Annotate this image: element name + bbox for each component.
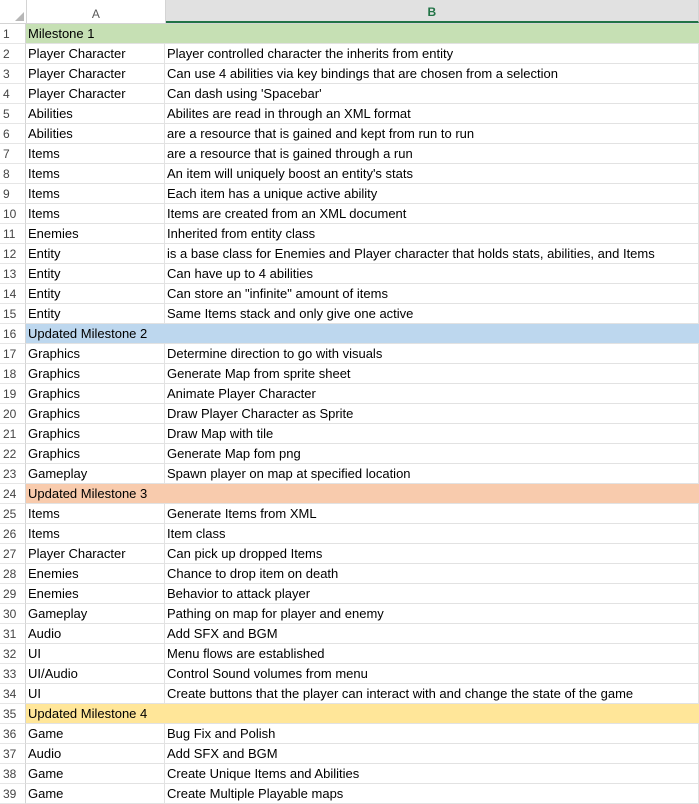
table-row: [0, 464, 699, 484]
cell-b[interactable]: Player controlled character the inherits from entity: [165, 44, 699, 64]
row-number[interactable]: 16: [0, 324, 26, 344]
cell-b[interactable]: Draw Player Character as Sprite: [165, 404, 699, 424]
table-row: [0, 84, 699, 104]
table-row: [0, 44, 699, 64]
cell-a[interactable]: Items: [26, 184, 165, 204]
table-row: [0, 124, 699, 144]
table-row: [0, 364, 699, 384]
cell-b[interactable]: Can use 4 abilities via key bindings that are chosen from a selection: [165, 64, 699, 84]
cell-b[interactable]: Generate Items from XML: [165, 504, 699, 524]
cell-b[interactable]: is a base class for Enemies and Player character that holds stats, abilities, and Items: [165, 244, 699, 264]
column-header-b[interactable]: B: [166, 0, 699, 23]
row-number[interactable]: 14: [0, 284, 26, 304]
cell-b[interactable]: Generate Map fom png: [165, 444, 699, 464]
cell-a[interactable]: UI: [26, 684, 165, 704]
row-number[interactable]: 39: [0, 784, 26, 804]
table-row: [0, 504, 699, 524]
cell-b[interactable]: Create buttons that the player can interact with and change the state of the game: [165, 684, 699, 704]
cell-a[interactable]: Graphics: [26, 404, 165, 424]
cell-b[interactable]: Draw Map with tile: [165, 424, 699, 444]
row-list: [0, 24, 699, 804]
milestone-row: [0, 324, 699, 344]
table-row: [0, 264, 699, 284]
cell-b[interactable]: Control Sound volumes from menu: [165, 664, 699, 684]
row-number[interactable]: 29: [0, 584, 26, 604]
row-number[interactable]: 36: [0, 724, 26, 744]
cell-b[interactable]: Pathing on map for player and enemy: [165, 604, 699, 624]
table-row: [0, 304, 699, 324]
cell-b[interactable]: Determine direction to go with visuals: [165, 344, 699, 364]
cell-b[interactable]: Abilites are read in through an XML format: [165, 104, 699, 124]
cell-a[interactable]: Entity: [26, 244, 165, 264]
row-number[interactable]: 10: [0, 204, 26, 224]
table-row: [0, 424, 699, 444]
table-row: [0, 784, 699, 804]
row-number[interactable]: 6: [0, 124, 26, 144]
row-number[interactable]: 9: [0, 184, 26, 204]
cell-a[interactable]: Player Character: [26, 84, 165, 104]
row-number[interactable]: 3: [0, 64, 26, 84]
cell-a[interactable]: Game: [26, 764, 165, 784]
row-number[interactable]: 31: [0, 624, 26, 644]
cell-a[interactable]: Items: [26, 524, 165, 544]
table-row: [0, 724, 699, 744]
table-row: [0, 444, 699, 464]
row-number[interactable]: 22: [0, 444, 26, 464]
cell-b[interactable]: Same Items stack and only give one active: [165, 304, 699, 324]
cell-a[interactable]: UI: [26, 644, 165, 664]
column-header-bar: [0, 0, 699, 24]
cell-b[interactable]: Generate Map from sprite sheet: [165, 364, 699, 384]
row-number[interactable]: 12: [0, 244, 26, 264]
cell-a[interactable]: Enemies: [26, 584, 165, 604]
row-number[interactable]: 37: [0, 744, 26, 764]
row-number[interactable]: 4: [0, 84, 26, 104]
cell-a[interactable]: Entity: [26, 264, 165, 284]
cell-b[interactable]: Create Multiple Playable maps: [165, 784, 699, 804]
table-row: [0, 544, 699, 564]
cell-a[interactable]: Items: [26, 204, 165, 224]
table-row: [0, 404, 699, 424]
column-header-a[interactable]: A: [27, 0, 166, 23]
table-row: [0, 764, 699, 784]
cell-b[interactable]: Behavior to attack player: [165, 584, 699, 604]
cell-a[interactable]: Entity: [26, 284, 165, 304]
table-row: [0, 584, 699, 604]
row-number[interactable]: 13: [0, 264, 26, 284]
table-row: [0, 744, 699, 764]
milestone-cell[interactable]: Updated Milestone 3: [26, 484, 699, 504]
table-row: [0, 644, 699, 664]
milestone-cell[interactable]: Updated Milestone 2: [26, 324, 699, 344]
table-row: [0, 604, 699, 624]
table-row: [0, 164, 699, 184]
cell-b[interactable]: are a resource that is gained and kept from run to run: [165, 124, 699, 144]
cell-a[interactable]: Player Character: [26, 44, 165, 64]
cell-a[interactable]: Graphics: [26, 444, 165, 464]
row-number[interactable]: 24: [0, 484, 26, 504]
table-row: [0, 64, 699, 84]
table-row: [0, 524, 699, 544]
cell-b[interactable]: Bug Fix and Polish: [165, 724, 699, 744]
cell-b[interactable]: Can store an "infinite" amount of items: [165, 284, 699, 304]
cell-a[interactable]: Player Character: [26, 64, 165, 84]
cell-a[interactable]: Abilities: [26, 104, 165, 124]
row-number[interactable]: 2: [0, 44, 26, 64]
milestone-row: [0, 24, 699, 44]
milestone-cell[interactable]: Milestone 1: [26, 24, 699, 44]
table-row: [0, 244, 699, 264]
row-number[interactable]: 17: [0, 344, 26, 364]
row-number[interactable]: 15: [0, 304, 26, 324]
row-number[interactable]: 25: [0, 504, 26, 524]
cell-a[interactable]: Graphics: [26, 344, 165, 364]
table-row: [0, 684, 699, 704]
cell-a[interactable]: Audio: [26, 744, 165, 764]
row-number[interactable]: 8: [0, 164, 26, 184]
row-number[interactable]: 18: [0, 364, 26, 384]
cell-b[interactable]: are a resource that is gained through a run: [165, 144, 699, 164]
milestone-row: [0, 704, 699, 724]
row-number[interactable]: 38: [0, 764, 26, 784]
table-row: [0, 204, 699, 224]
cell-a[interactable]: Items: [26, 144, 165, 164]
table-row: [0, 384, 699, 404]
row-number[interactable]: 21: [0, 424, 26, 444]
cell-b[interactable]: Spawn player on map at specified location: [165, 464, 699, 484]
row-number[interactable]: 28: [0, 564, 26, 584]
row-number[interactable]: 26: [0, 524, 26, 544]
row-number[interactable]: 5: [0, 104, 26, 124]
cell-b[interactable]: An item will uniquely boost an entity's stats: [165, 164, 699, 184]
cell-a[interactable]: Game: [26, 724, 165, 744]
row-number[interactable]: 7: [0, 144, 26, 164]
row-number[interactable]: 11: [0, 224, 26, 244]
cell-a[interactable]: Graphics: [26, 384, 165, 404]
cell-b[interactable]: Menu flows are established: [165, 644, 699, 664]
cell-b[interactable]: Chance to drop item on death: [165, 564, 699, 584]
cell-a[interactable]: UI/Audio: [26, 664, 165, 684]
table-row: [0, 184, 699, 204]
table-row: [0, 284, 699, 304]
cell-b[interactable]: Item class: [165, 524, 699, 544]
cell-b[interactable]: Items are created from an XML document: [165, 204, 699, 224]
cell-b[interactable]: Animate Player Character: [165, 384, 699, 404]
table-row: [0, 564, 699, 584]
cell-b[interactable]: Create Unique Items and Abilities: [165, 764, 699, 784]
cell-b[interactable]: Can have up to 4 abilities: [165, 264, 699, 284]
cell-a[interactable]: Graphics: [26, 424, 165, 444]
cell-a[interactable]: Items: [26, 164, 165, 184]
row-number[interactable]: 20: [0, 404, 26, 424]
select-all-corner[interactable]: [0, 0, 27, 23]
table-row: [0, 224, 699, 244]
row-number[interactable]: 23: [0, 464, 26, 484]
cell-a[interactable]: Enemies: [26, 224, 165, 244]
table-row: [0, 624, 699, 644]
cell-a[interactable]: Graphics: [26, 364, 165, 384]
row-number[interactable]: 19: [0, 384, 26, 404]
row-number[interactable]: 32: [0, 644, 26, 664]
table-row: [0, 144, 699, 164]
cell-a[interactable]: Player Character: [26, 544, 165, 564]
table-row: [0, 104, 699, 124]
cell-b[interactable]: Each item has a unique active ability: [165, 184, 699, 204]
cell-a[interactable]: Abilities: [26, 124, 165, 144]
row-number[interactable]: 35: [0, 704, 26, 724]
table-row: [0, 344, 699, 364]
cell-a[interactable]: Game: [26, 784, 165, 804]
cell-b[interactable]: Inherited from entity class: [165, 224, 699, 244]
cell-a[interactable]: Gameplay: [26, 604, 165, 624]
cell-b[interactable]: Can dash using 'Spacebar': [165, 84, 699, 104]
table-row: [0, 664, 699, 684]
row-number[interactable]: 33: [0, 664, 26, 684]
cell-a[interactable]: Items: [26, 504, 165, 524]
milestone-cell[interactable]: Updated Milestone 4: [26, 704, 699, 724]
cell-b[interactable]: Add SFX and BGM: [165, 744, 699, 764]
cell-a[interactable]: Audio: [26, 624, 165, 644]
row-number[interactable]: 1: [0, 24, 26, 44]
cell-a[interactable]: Entity: [26, 304, 165, 324]
row-number[interactable]: 34: [0, 684, 26, 704]
milestone-row: [0, 484, 699, 504]
cell-a[interactable]: Enemies: [26, 564, 165, 584]
row-number[interactable]: 27: [0, 544, 26, 564]
row-number[interactable]: 30: [0, 604, 26, 624]
cell-b[interactable]: Can pick up dropped Items: [165, 544, 699, 564]
cell-a[interactable]: Gameplay: [26, 464, 165, 484]
cell-b[interactable]: Add SFX and BGM: [165, 624, 699, 644]
